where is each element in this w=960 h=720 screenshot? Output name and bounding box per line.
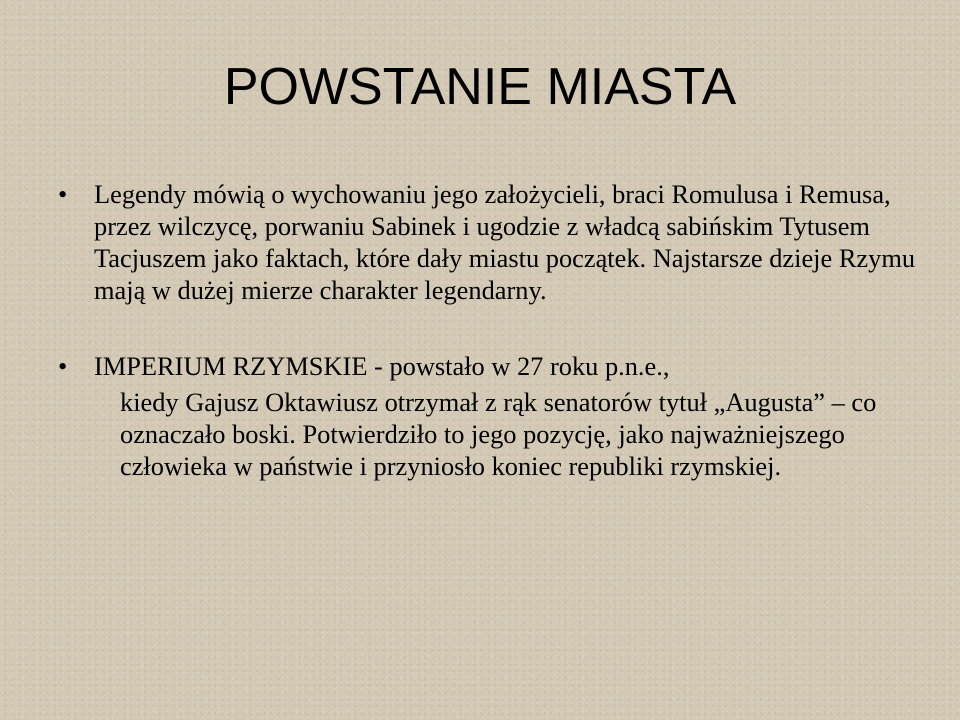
bullet-icon: • — [58, 351, 68, 381]
bullet-text: IMPERIUM RZYMSKIE - powstało w 27 roku p.n.e., — [94, 351, 670, 381]
slide-title: POWSTANIE MIASTA — [223, 58, 737, 116]
bullet-item — [58, 178, 918, 306]
bullet-text: Legendy mówią o wychowaniu jego założycieli, braci Romulusa i Remusa, przez wilczycę, porwaniu Sabinek i ugodzie z władcą sabińskim Tytusem Tacjuszem jako faktach, które dały miastu początek. Najstarsze dzieje Rzymu mają w dużej mierze charakter legendarny. — [94, 179, 916, 305]
slide-body — [58, 178, 918, 482]
bullet-item — [58, 350, 918, 482]
bullet-icon: • — [58, 179, 68, 209]
continuation-text: kiedy Gajusz Oktawiusz otrzymał z rąk senatorów tytuł „Augusta” – co oznaczało boski. Potwierdziło to jego pozycję, jako najważniejszego człowieka w państwie i przyniosło koniec republiki rzymskiej. — [120, 387, 877, 481]
